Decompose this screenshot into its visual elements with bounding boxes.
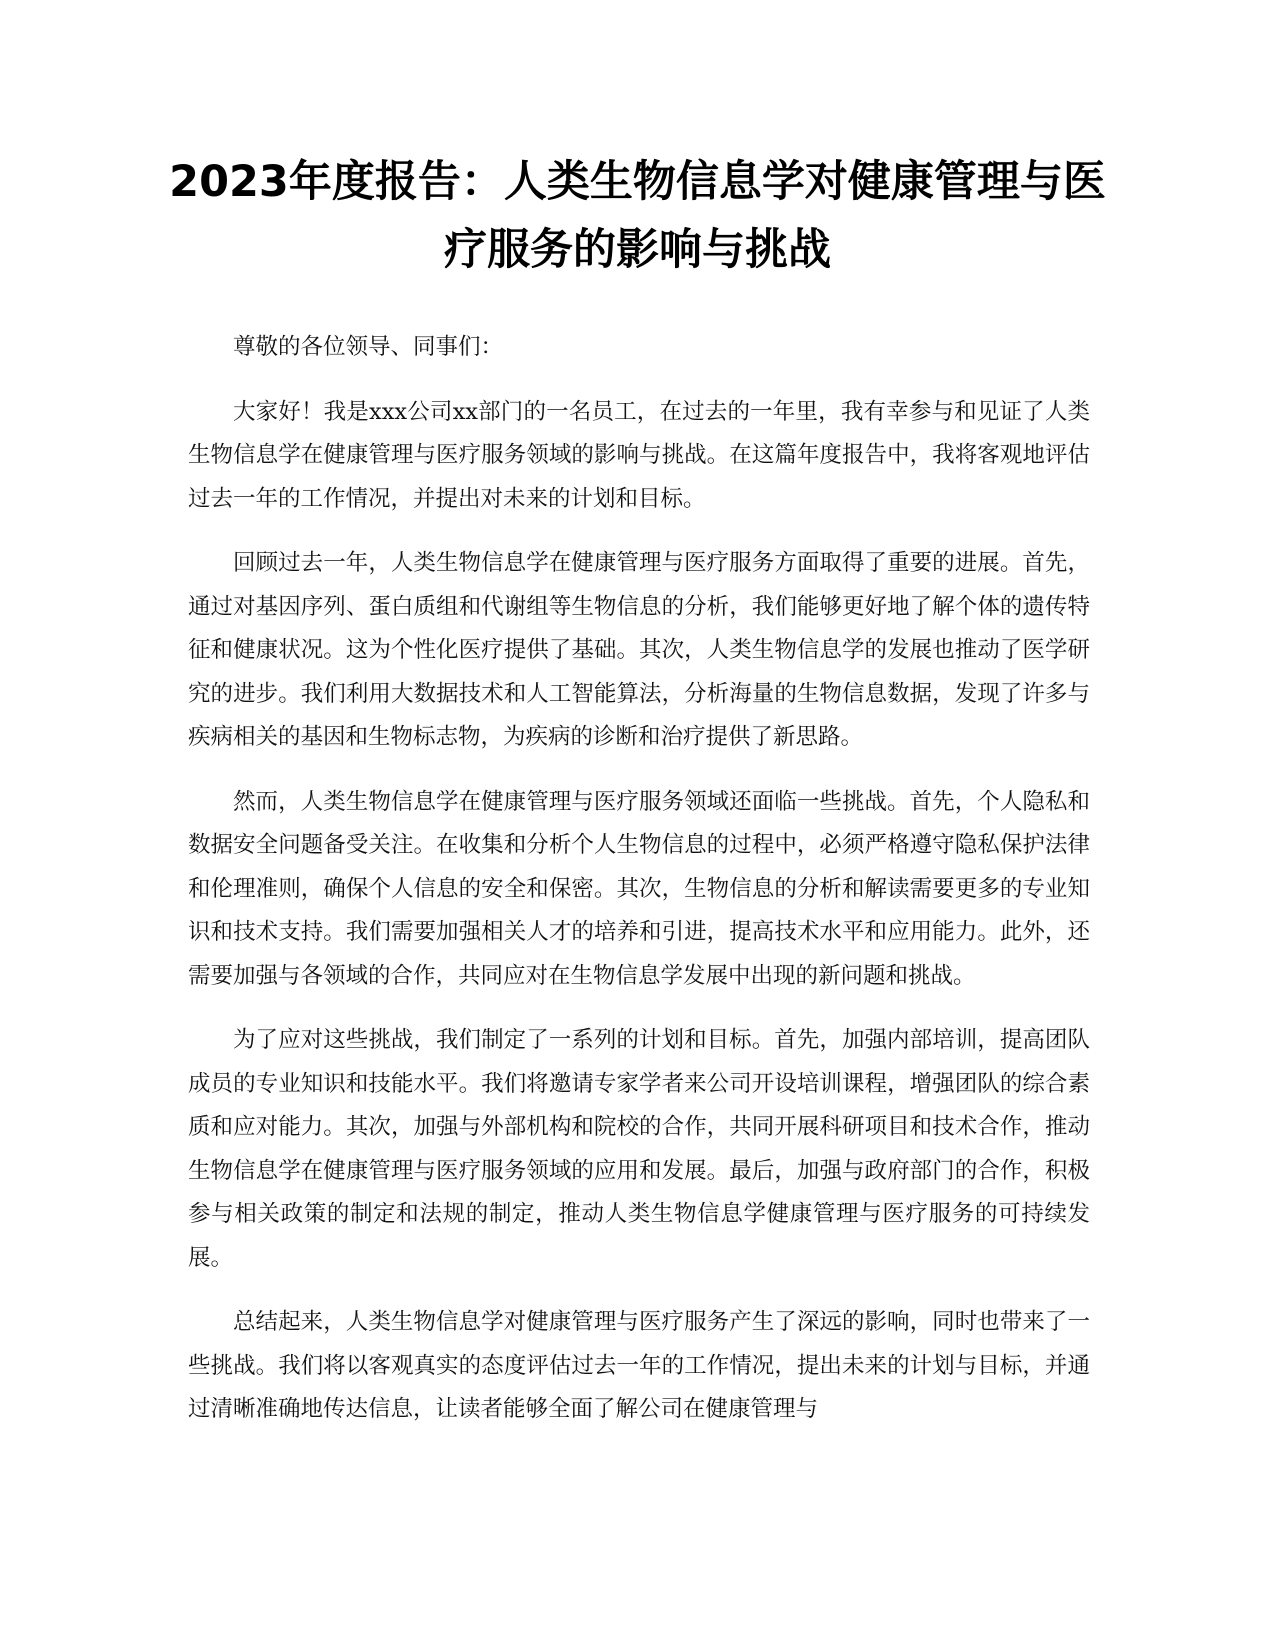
paragraph-challenges: 然而，人类生物信息学在健康管理与医疗服务领域还面临一些挑战。首先，个人隐私和数据安全问题备受关注。在收集和分析个人生物信息的过程中，必须严格遵守隐私保护法律和伦理准则，确保个人信息的安全和保密。其次，生物信息的分析和解读需要更多的专业知识和技术支持。我们需要加强相关人才的培养和引进，提高技术水平和应用能力。此外，还需要加强与各领域的合作，共同应对在生物信息学发展中出现的新问题和挑战。: [188, 788, 1090, 989]
paragraph-plans: 为了应对这些挑战，我们制定了一系列的计划和目标。首先，加强内部培训，提高团队成员的专业知识和技能水平。我们将邀请专家学者来公司开设培训课程，增强团队的综合素质和应对能力。其次，加强与外部机构和院校的合作，共同开展科研项目和技术合作，推动生物信息学在健康管理与医疗服务领域的应用和发展。最后，加强与政府部门的合作，积极参与相关政策的制定和法规的制定，推动人类生物信息学健康管理与医疗服务的可持续发展。: [188, 1027, 1090, 1271]
paragraph-summary: 总结起来，人类生物信息学对健康管理与医疗服务产生了深远的影响，同时也带来了一些挑战。我们将以客观真实的态度评估过去一年的工作情况，提出未来的计划与目标，并通过清晰准确地传达信息，让读者能够全面了解公司在健康管理与: [188, 1309, 1090, 1422]
paragraph-review: 回顾过去一年，人类生物信息学在健康管理与医疗服务方面取得了重要的进展。首先，通过对基因序列、蛋白质组和代谢组等生物信息的分析，我们能够更好地了解个体的遗传特征和健康状况。这为个性化医疗提供了基础。其次，人类生物信息学的发展也推动了医学研究的进步。我们利用大数据技术和人工智能算法，分析海量的生物信息数据，发现了许多与疾病相关的基因和生物标志物，为疾病的诊断和治疗提供了新思路。: [188, 550, 1090, 750]
document-title: 2023年度报告：人类生物信息学对健康管理与医疗服务的影响与挑战: [169, 157, 1106, 275]
document-body: [188, 326, 1090, 1453]
salutation: 尊敬的各位领导、同事们：: [233, 334, 504, 360]
paragraph-intro: 大家好！我是xxx公司xx部门的一名员工，在过去的一年里，我有幸参与和见证了人类生物信息学在健康管理与医疗服务领域的影响与挑战。在这篇年度报告中，我将客观地评估过去一年的工作情况，并提出对未来的计划和目标。: [188, 398, 1090, 512]
